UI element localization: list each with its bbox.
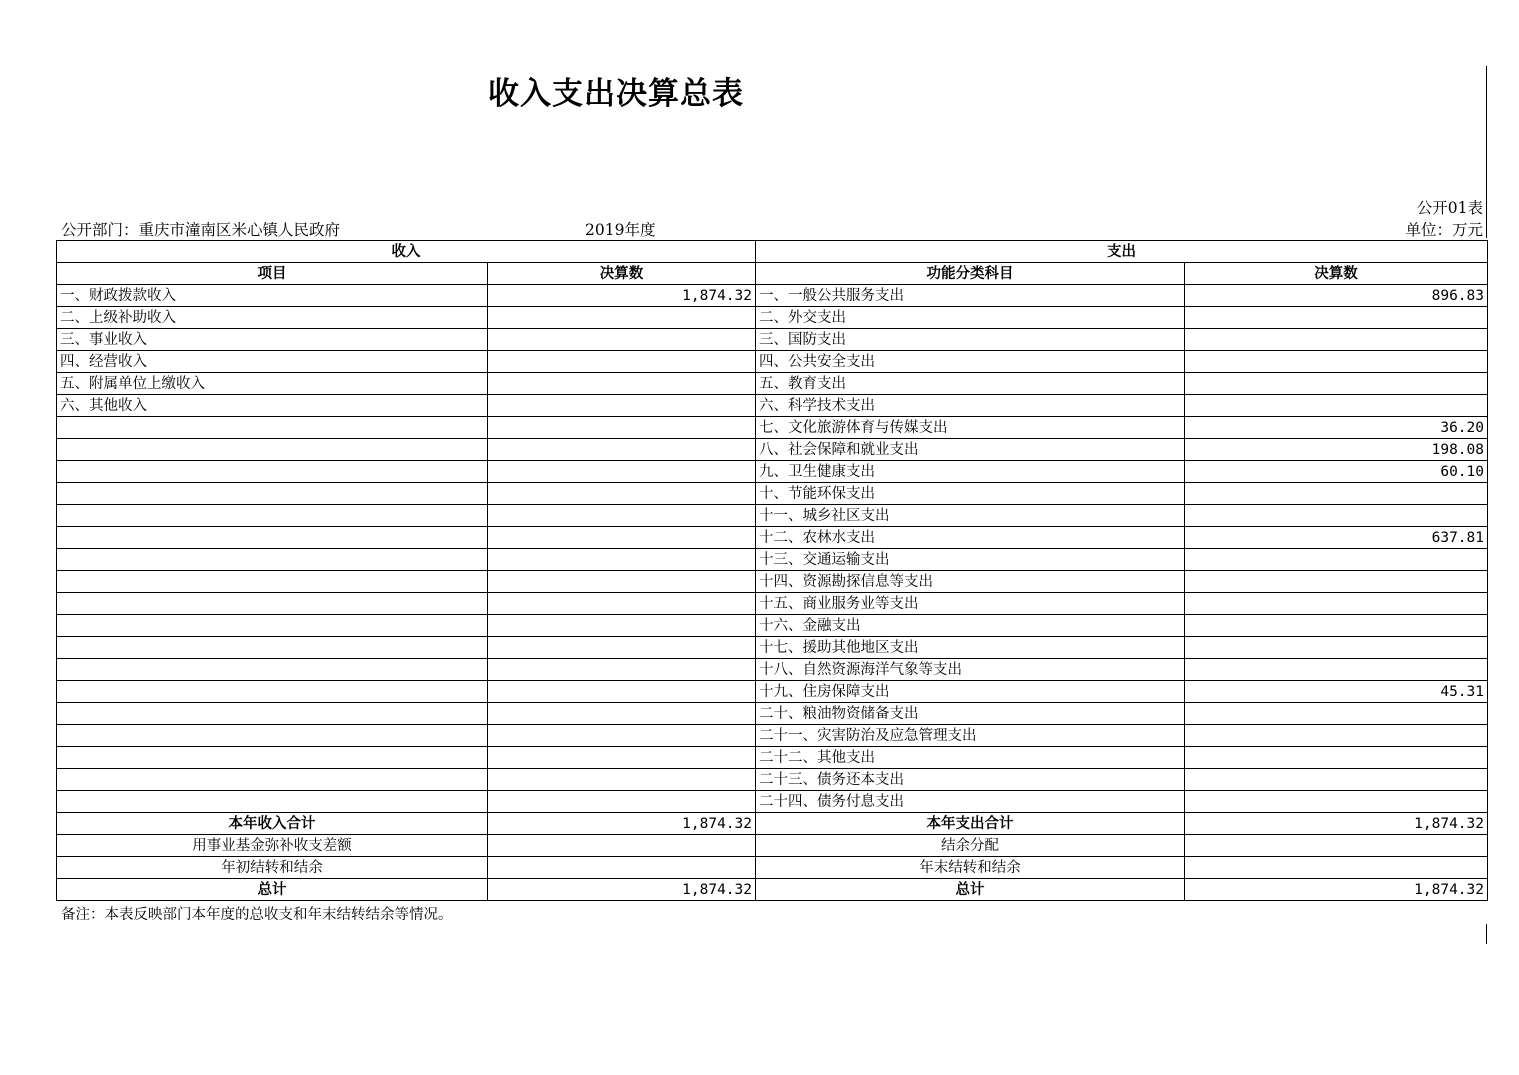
income-amount-cell: 1,874.32 — [488, 285, 756, 307]
expense-item-cell: 十三、交通运输支出 — [756, 549, 1185, 571]
income-item-cell — [57, 637, 488, 659]
expense-item-cell: 十一、城乡社区支出 — [756, 505, 1185, 527]
income-amount-cell — [488, 747, 756, 769]
expense-amount-cell — [1185, 571, 1488, 593]
income-amount-cell — [488, 461, 756, 483]
expense-amount-cell — [1185, 483, 1488, 505]
table-code: 公开01表 — [1416, 199, 1483, 217]
table-row — [57, 593, 1488, 615]
income-amount-cell — [488, 659, 756, 681]
surplus-distribution-value — [1185, 835, 1488, 857]
grand-total-row — [57, 879, 1488, 901]
income-item-cell: 六、其他收入 — [57, 395, 488, 417]
expense-item-cell: 七、文化旅游体育与传媒支出 — [756, 417, 1185, 439]
income-item-cell — [57, 527, 488, 549]
expense-amount-cell — [1185, 637, 1488, 659]
fund-gap-label: 用事业基金弥补收支差额 — [57, 835, 488, 857]
expense-amount-cell: 637.81 — [1185, 527, 1488, 549]
expense-item-cell: 十二、农林水支出 — [756, 527, 1185, 549]
department-label: 公开部门：重庆市潼南区米心镇人民政府 — [61, 221, 341, 239]
table-row — [57, 791, 1488, 813]
table-row — [57, 483, 1488, 505]
income-amount-cell — [488, 439, 756, 461]
expense-item-cell: 二、外交支出 — [756, 307, 1185, 329]
expense-amount-cell: 36.20 — [1185, 417, 1488, 439]
grand-expense-label: 总计 — [756, 879, 1185, 901]
expense-item-cell: 十、节能环保支出 — [756, 483, 1185, 505]
table-row — [57, 769, 1488, 791]
income-item-cell: 三、事业收入 — [57, 329, 488, 351]
income-item-cell — [57, 571, 488, 593]
grand-income-total: 1,874.32 — [488, 879, 756, 901]
table-row — [57, 439, 1488, 461]
expense-total-value: 1,874.32 — [1185, 813, 1488, 835]
income-item-cell — [57, 769, 488, 791]
income-amount-cell — [488, 725, 756, 747]
begin-balance-value — [488, 857, 756, 879]
income-item-header: 项目 — [57, 263, 488, 285]
income-amount-cell — [488, 329, 756, 351]
fiscal-year: 2019年度 — [585, 221, 656, 239]
end-balance-value — [1185, 857, 1488, 879]
table-row — [57, 527, 1488, 549]
fund-gap-row — [57, 835, 1488, 857]
income-amount-cell — [488, 483, 756, 505]
income-item-cell: 四、经营收入 — [57, 351, 488, 373]
surplus-distribution-label: 结余分配 — [756, 835, 1185, 857]
expense-amount-cell: 896.83 — [1185, 285, 1488, 307]
income-amount-cell — [488, 593, 756, 615]
income-item-cell — [57, 461, 488, 483]
income-amount-cell — [488, 395, 756, 417]
expense-item-cell: 二十三、债务还本支出 — [756, 769, 1185, 791]
expense-amount-cell: 60.10 — [1185, 461, 1488, 483]
expense-group-header: 支出 — [756, 241, 1488, 263]
income-item-cell: 一、财政拨款收入 — [57, 285, 488, 307]
income-amount-cell — [488, 615, 756, 637]
income-amount-cell — [488, 417, 756, 439]
expense-amount-cell — [1185, 615, 1488, 637]
expense-amount-cell: 198.08 — [1185, 439, 1488, 461]
expense-item-cell: 二十、粮油物资储备支出 — [756, 703, 1185, 725]
balance-row — [57, 857, 1488, 879]
expense-item-cell: 二十二、其他支出 — [756, 747, 1185, 769]
page-edge-line — [1486, 66, 1487, 238]
income-item-cell — [57, 549, 488, 571]
expense-item-cell: 二十四、债务付息支出 — [756, 791, 1185, 813]
income-group-header: 收入 — [57, 241, 756, 263]
expense-amount-cell — [1185, 549, 1488, 571]
expense-amount-cell — [1185, 769, 1488, 791]
income-item-cell — [57, 505, 488, 527]
table-row — [57, 285, 1488, 307]
fund-gap-value — [488, 835, 756, 857]
expense-item-cell: 六、科学技术支出 — [756, 395, 1185, 417]
expense-amount-cell — [1185, 747, 1488, 769]
income-item-cell — [57, 483, 488, 505]
expense-amount-cell — [1185, 329, 1488, 351]
income-item-cell — [57, 747, 488, 769]
table-row — [57, 637, 1488, 659]
end-balance-label: 年末结转和结余 — [756, 857, 1185, 879]
table-row — [57, 373, 1488, 395]
table-row — [57, 395, 1488, 417]
expense-total-label: 本年支出合计 — [756, 813, 1185, 835]
income-total-value: 1,874.32 — [488, 813, 756, 835]
expense-amount-header: 决算数 — [1185, 263, 1488, 285]
expense-amount-cell — [1185, 725, 1488, 747]
income-amount-cell — [488, 571, 756, 593]
table-row — [57, 659, 1488, 681]
page-edge-line-lower — [1486, 924, 1487, 944]
table-row — [57, 703, 1488, 725]
table-row — [57, 615, 1488, 637]
income-item-cell — [57, 593, 488, 615]
expense-item-cell: 二十一、灾害防治及应急管理支出 — [756, 725, 1185, 747]
footnote: 备注：本表反映部门本年度的总收支和年末结转结余等情况。 — [61, 907, 453, 923]
income-item-cell — [57, 791, 488, 813]
expense-item-cell: 五、教育支出 — [756, 373, 1185, 395]
expense-item-cell: 十四、资源勘探信息等支出 — [756, 571, 1185, 593]
table-row — [57, 461, 1488, 483]
expense-amount-cell — [1185, 703, 1488, 725]
income-item-cell — [57, 703, 488, 725]
income-item-cell — [57, 417, 488, 439]
begin-balance-label: 年初结转和结余 — [57, 857, 488, 879]
expense-amount-cell — [1185, 593, 1488, 615]
income-amount-cell — [488, 373, 756, 395]
grand-expense-total: 1,874.32 — [1185, 879, 1488, 901]
expense-amount-cell — [1185, 659, 1488, 681]
income-amount-cell — [488, 703, 756, 725]
expense-item-cell: 九、卫生健康支出 — [756, 461, 1185, 483]
table-row — [57, 725, 1488, 747]
expense-item-cell: 十五、商业服务业等支出 — [756, 593, 1185, 615]
income-expense-table — [56, 240, 1488, 901]
expense-amount-cell — [1185, 307, 1488, 329]
annual-total-row — [57, 813, 1488, 835]
page-title: 收入支出决算总表 — [488, 76, 744, 112]
expense-item-cell: 十六、金融支出 — [756, 615, 1185, 637]
column-header-row — [57, 263, 1488, 285]
expense-amount-cell — [1185, 791, 1488, 813]
income-amount-cell — [488, 549, 756, 571]
income-amount-cell — [488, 681, 756, 703]
income-item-cell — [57, 659, 488, 681]
income-item-cell: 五、附属单位上缴收入 — [57, 373, 488, 395]
table-row — [57, 505, 1488, 527]
income-amount-cell — [488, 769, 756, 791]
expense-item-cell: 四、公共安全支出 — [756, 351, 1185, 373]
table-row — [57, 307, 1488, 329]
income-item-cell — [57, 439, 488, 461]
expense-amount-cell — [1185, 351, 1488, 373]
income-item-cell: 二、上级补助收入 — [57, 307, 488, 329]
expense-item-cell: 一、一般公共服务支出 — [756, 285, 1185, 307]
income-amount-cell — [488, 505, 756, 527]
expense-amount-cell: 45.31 — [1185, 681, 1488, 703]
expense-item-cell: 三、国防支出 — [756, 329, 1185, 351]
expense-item-cell: 十九、住房保障支出 — [756, 681, 1185, 703]
income-item-cell — [57, 615, 488, 637]
income-item-cell — [57, 681, 488, 703]
income-amount-cell — [488, 637, 756, 659]
expense-item-cell: 十八、自然资源海洋气象等支出 — [756, 659, 1185, 681]
expense-amount-cell — [1185, 373, 1488, 395]
table-row — [57, 549, 1488, 571]
expense-item-header: 功能分类科目 — [756, 263, 1185, 285]
grand-total-label: 总计 — [57, 879, 488, 901]
income-amount-cell — [488, 351, 756, 373]
table-row — [57, 417, 1488, 439]
expense-amount-cell — [1185, 505, 1488, 527]
income-total-label: 本年收入合计 — [57, 813, 488, 835]
income-item-cell — [57, 725, 488, 747]
expense-amount-cell — [1185, 395, 1488, 417]
unit-label: 单位：万元 — [1405, 221, 1483, 239]
income-amount-header: 决算数 — [488, 263, 756, 285]
income-amount-cell — [488, 307, 756, 329]
table-row — [57, 571, 1488, 593]
income-amount-cell — [488, 791, 756, 813]
expense-item-cell: 十七、援助其他地区支出 — [756, 637, 1185, 659]
table-row — [57, 329, 1488, 351]
expense-item-cell: 八、社会保障和就业支出 — [756, 439, 1185, 461]
table-row — [57, 747, 1488, 769]
table-row — [57, 681, 1488, 703]
income-amount-cell — [488, 527, 756, 549]
group-header-row — [57, 241, 1488, 263]
table-row — [57, 351, 1488, 373]
